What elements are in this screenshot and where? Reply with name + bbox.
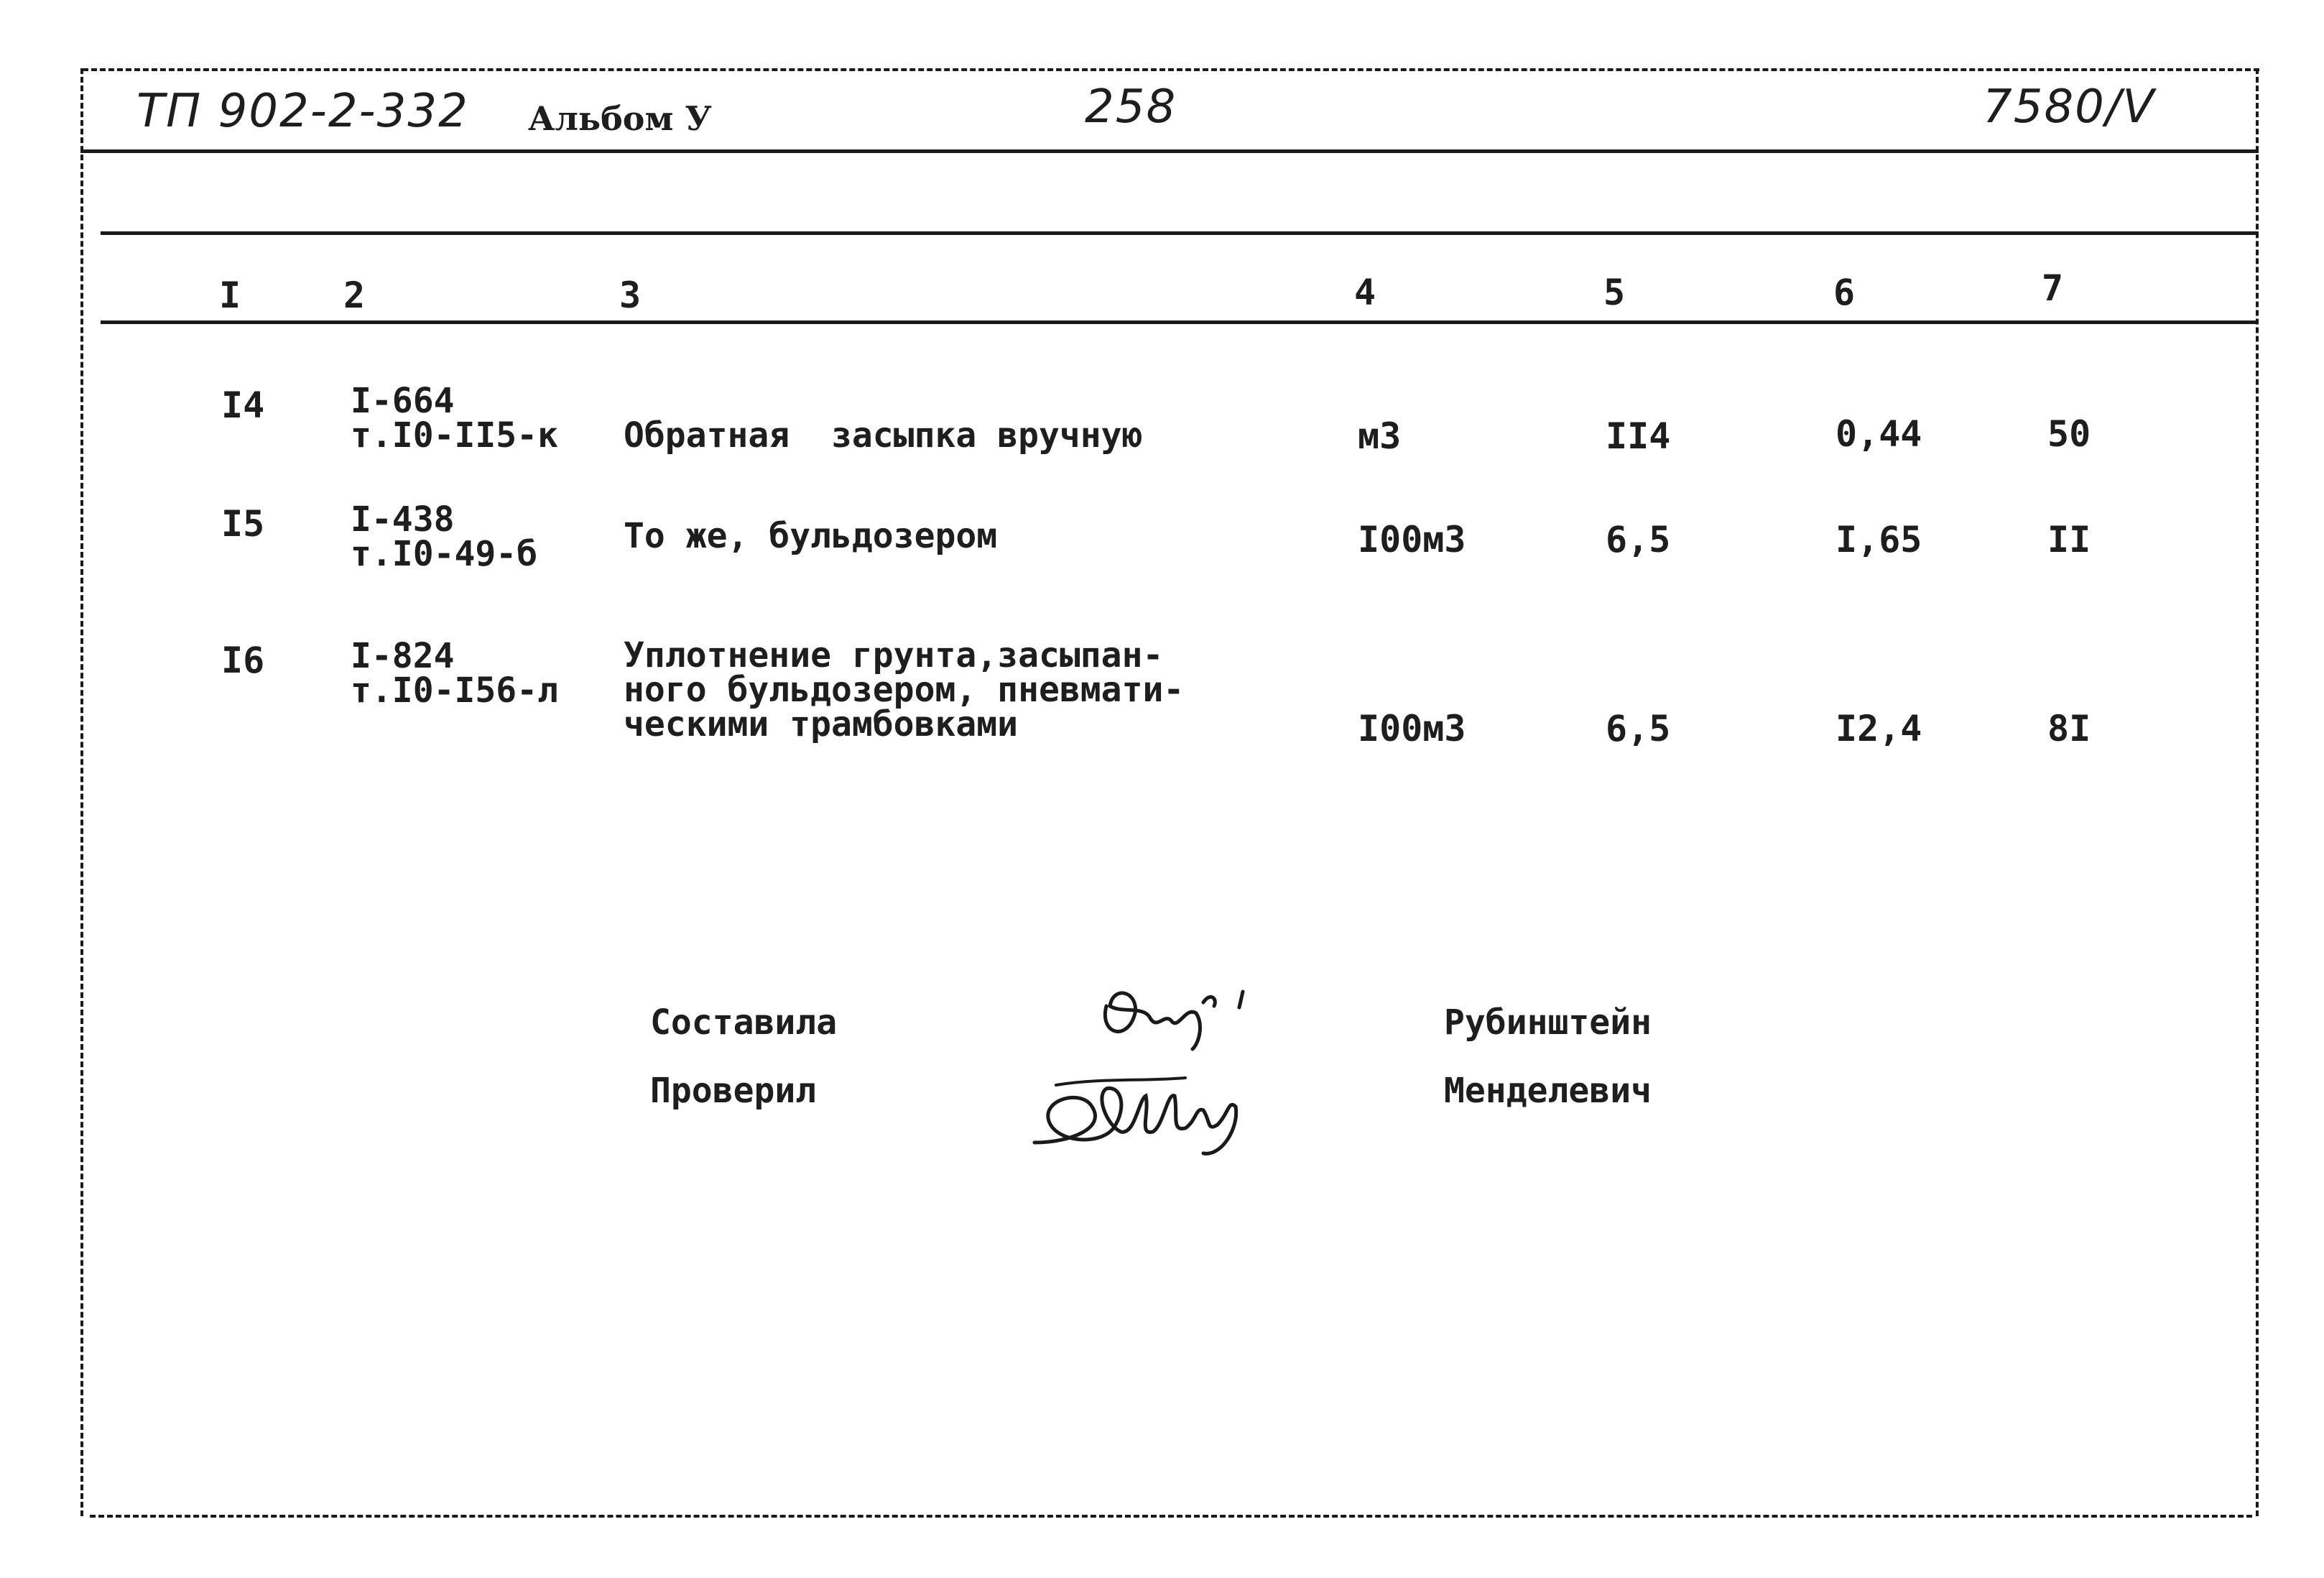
work-description: Уплотнение грунта,засыпан- ного бульдозером, пневмати- ческими трамбовками: [624, 635, 1185, 744]
row-number: I4: [221, 384, 265, 426]
frame-right: [2256, 68, 2259, 1516]
norm-code: I-824: [351, 636, 455, 676]
column-number-4: 4: [1354, 272, 1376, 313]
work-description: Обратная засыпка вручную: [624, 415, 1143, 456]
norm-table-ref: т.I0-49-б: [351, 534, 538, 574]
column-number-6: 6: [1833, 272, 1856, 313]
labor-total: 50: [2047, 413, 2091, 455]
compiler-signature: [1078, 963, 1293, 1063]
work-description: То же, бульдозером: [624, 516, 998, 556]
checked-by-name: Менделевич: [1444, 1071, 1652, 1111]
checker-signature: [1013, 1056, 1272, 1171]
page-number: 258: [1085, 80, 1177, 134]
column-number-2: 2: [343, 274, 366, 316]
checked-by-label: Проверил: [650, 1071, 817, 1111]
labor-norm: 0,44: [1835, 413, 1922, 455]
column-number-3: 3: [619, 274, 642, 316]
compiled-by-name: Рубинштейн: [1444, 1002, 1652, 1043]
album-label: Альбом У: [528, 99, 712, 138]
column-number-7: 7: [2042, 267, 2064, 309]
quantity: 6,5: [1606, 708, 1671, 749]
labor-norm: I2,4: [1835, 708, 1922, 749]
compiled-by-label: Составила: [650, 1002, 838, 1043]
header-rule: [80, 149, 2259, 153]
unit: I00м3: [1358, 708, 1466, 749]
inventory-number: 7580/V: [1983, 80, 2156, 134]
row-number: I6: [221, 640, 265, 681]
unit: м3: [1358, 415, 1402, 457]
labor-total: 8I: [2047, 708, 2091, 749]
norm-code: I-664: [351, 381, 455, 421]
column-header-top-rule: [101, 231, 2259, 235]
labor-total: II: [2047, 519, 2091, 560]
column-number-1: I: [219, 274, 241, 316]
column-header-bottom-rule: [101, 320, 2259, 324]
document-code: ТП 902-2-332: [136, 85, 469, 138]
frame-left: [80, 68, 83, 1516]
frame-top: [83, 68, 2259, 71]
frame-bottom: [90, 1515, 2252, 1518]
quantity: II4: [1606, 415, 1671, 457]
column-number-5: 5: [1603, 272, 1626, 313]
labor-norm: I,65: [1835, 519, 1922, 560]
row-number: I5: [221, 503, 265, 545]
norm-table-ref: т.I0-II5-к: [351, 415, 558, 456]
norm-table-ref: т.I0-I56-л: [351, 670, 558, 711]
quantity: 6,5: [1606, 519, 1671, 560]
unit: I00м3: [1358, 519, 1466, 560]
norm-code: I-438: [351, 499, 455, 540]
